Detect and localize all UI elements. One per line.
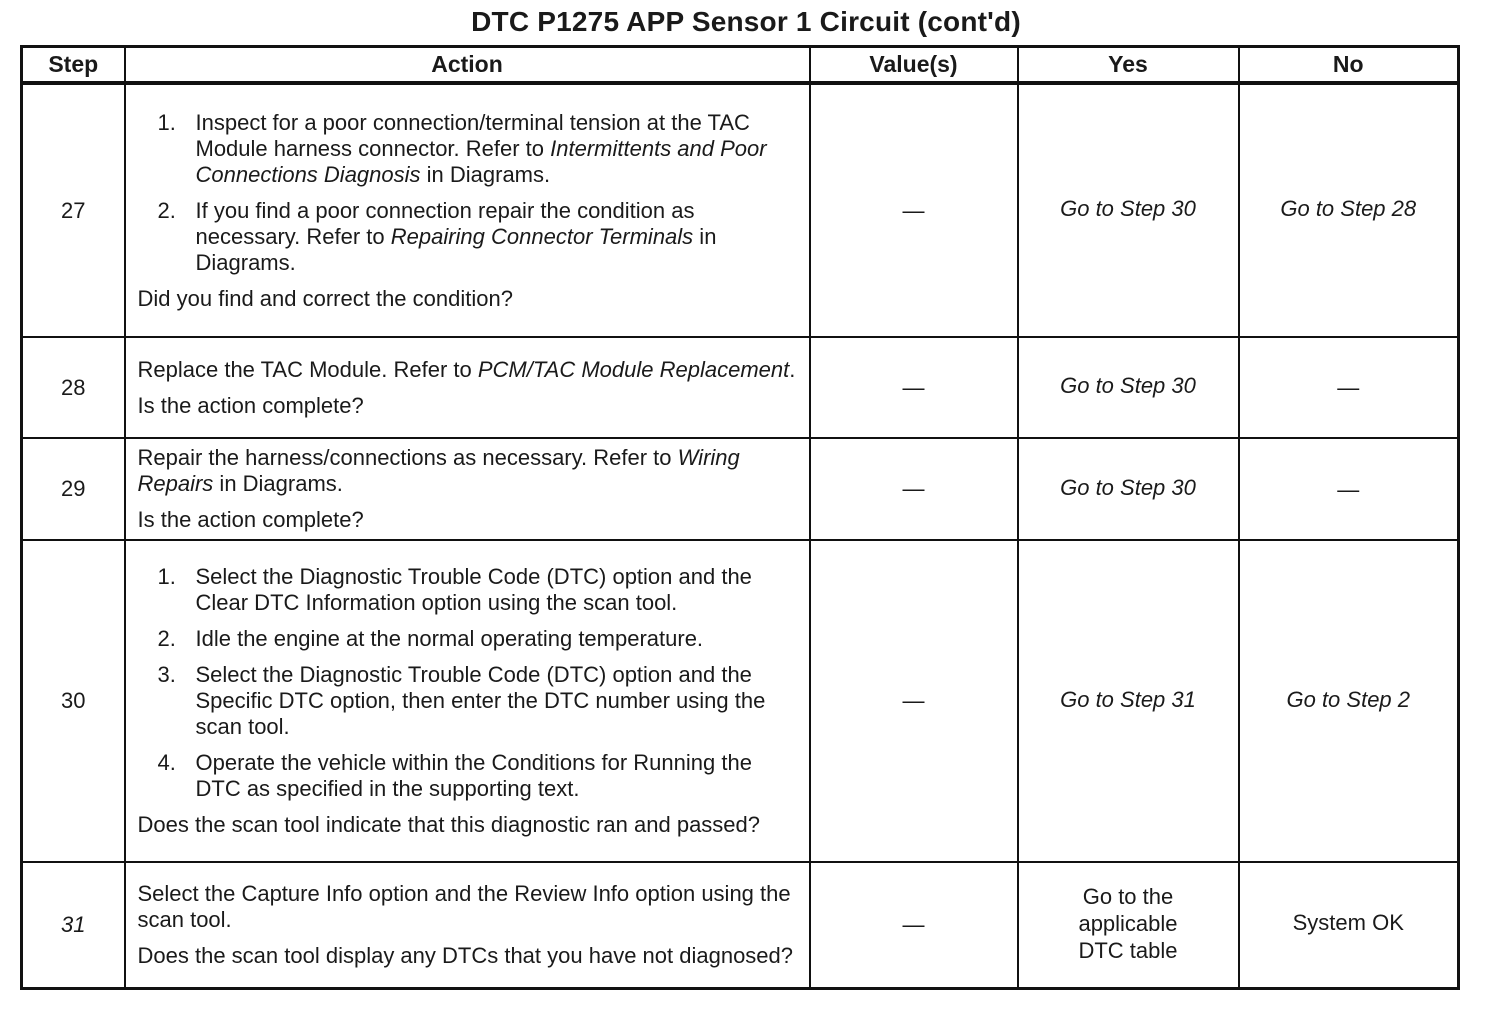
action-step: 1. Inspect for a poor connection/terminal tension at the TAC Module harness connector. Refer to Intermittents and Poor Connections Diagnosis in Diagrams. <box>157 109 767 187</box>
yes-cell: Go to Step 30 <box>1018 83 1239 337</box>
reference-link: Repairing Connector Terminals <box>390 223 694 249</box>
reference-link: Wiring Repairs <box>137 445 740 496</box>
action-step: 1. Select the Diagnostic Trouble Code (DTC) option and the Clear DTC Information option using the scan tool. <box>157 564 752 615</box>
action-cell <box>125 862 810 988</box>
header-no: No <box>1239 47 1459 84</box>
header-yes: Yes <box>1018 47 1239 84</box>
action-question: Does the scan tool indicate that this diagnostic ran and passed? <box>137 812 761 837</box>
yes-cell: Go to Step 30 <box>1018 438 1239 540</box>
action-step: 2. Idle the engine at the normal operating temperature. <box>157 626 704 651</box>
value-cell <box>810 862 1018 988</box>
step-number: 30 <box>22 540 125 862</box>
header-row <box>22 47 1459 84</box>
action-question: Does the scan tool display any DTCs that you have not diagnosed? <box>137 942 794 968</box>
step-number: 31 <box>22 862 125 988</box>
action-question: Is the action complete? <box>137 507 364 532</box>
table-row <box>22 862 1459 988</box>
step-number: 27 <box>22 83 125 337</box>
action-steps <box>138 564 799 802</box>
value-cell <box>810 337 1018 438</box>
value-dash: — <box>902 688 925 713</box>
value-dash: — <box>902 197 925 223</box>
value-dash: — <box>902 911 925 937</box>
no-cell: — <box>1239 337 1459 438</box>
action-text: Select the Capture Info option and the Review Info option using the scan tool. <box>137 880 791 932</box>
yes-text: Go to the applicable DTC table <box>1078 883 1178 963</box>
reference-link: PCM/TAC Module Replacement <box>477 356 790 382</box>
no-cell: — <box>1239 438 1459 540</box>
step-number: 29 <box>22 438 125 540</box>
no-cell: Go to Step 28 <box>1239 83 1459 337</box>
page-title: DTC P1275 APP Sensor 1 Circuit (cont'd) <box>471 6 1021 37</box>
action-text: Replace the TAC Module. Refer to PCM/TAC Module Replacement. <box>137 356 796 382</box>
value-cell <box>810 438 1018 540</box>
table-row <box>22 540 1459 862</box>
action-steps <box>138 110 799 276</box>
action-question: Did you find and correct the condition? <box>137 285 513 311</box>
reference-link: Intermittents and Poor Connections Diagnosis <box>195 135 767 187</box>
action-cell <box>125 438 810 540</box>
value-cell <box>810 83 1018 337</box>
yes-cell <box>1018 862 1239 988</box>
yes-cell: Go to Step 30 <box>1018 337 1239 438</box>
action-cell <box>125 540 810 862</box>
value-dash: — <box>902 476 925 501</box>
value-cell <box>810 540 1018 862</box>
table-row <box>22 337 1459 438</box>
action-question: Is the action complete? <box>137 392 364 418</box>
step-number: 28 <box>22 337 125 438</box>
header-values: Value(s) <box>810 47 1018 84</box>
value-dash: — <box>902 374 925 400</box>
action-cell <box>125 83 810 337</box>
table-row <box>22 83 1459 337</box>
action-step: 4. Operate the vehicle within the Conditions for Running the DTC as specified in the supporting text. <box>157 750 752 801</box>
header-step: Step <box>22 47 125 84</box>
header-action: Action <box>125 47 810 84</box>
action-cell <box>125 337 810 438</box>
no-cell: Go to Step 2 <box>1239 540 1459 862</box>
action-text: Repair the harness/connections as necessary. Refer to Wiring Repairs in Diagrams. <box>137 445 740 496</box>
table-row <box>22 438 1459 540</box>
yes-cell: Go to Step 31 <box>1018 540 1239 862</box>
no-cell: System OK <box>1239 862 1459 988</box>
action-step: 2. If you find a poor connection repair the condition as necessary. Refer to Repairing Connector Terminals in Diagrams. <box>157 197 717 275</box>
diagnostic-table <box>20 45 1460 990</box>
action-step: 3. Select the Diagnostic Trouble Code (DTC) option and the Specific DTC option, then enter the DTC number using the scan tool. <box>157 662 766 739</box>
